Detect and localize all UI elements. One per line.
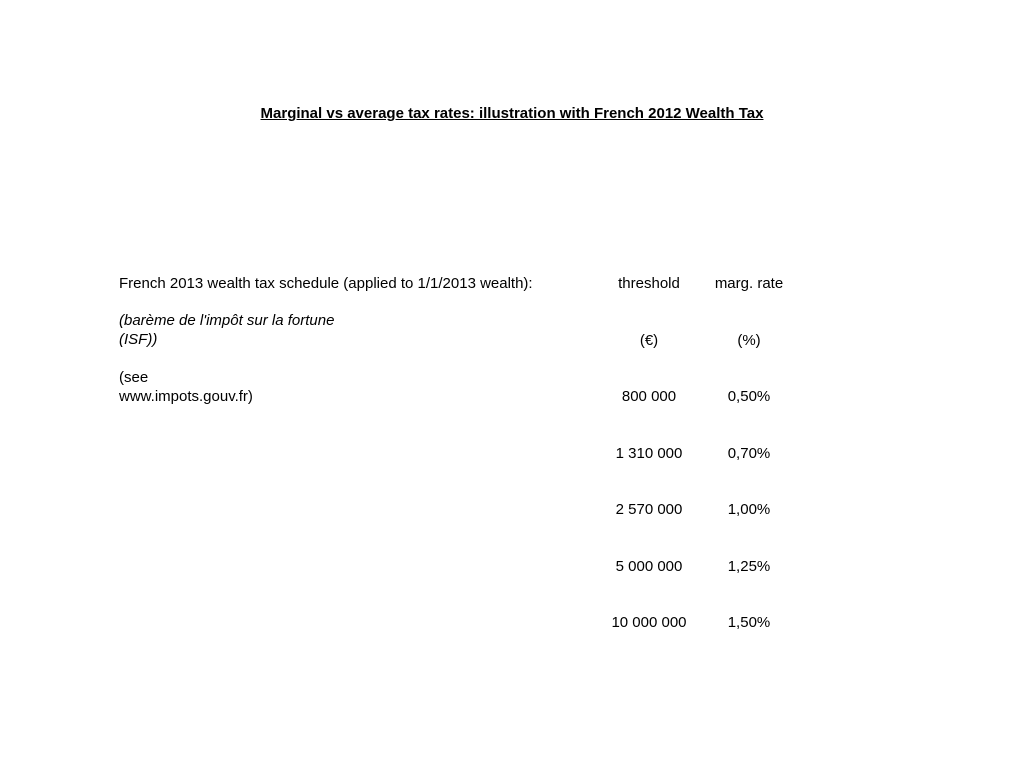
threshold-unit: (€) bbox=[639, 332, 659, 349]
threshold-cell: 2 570 000 bbox=[615, 501, 683, 518]
marginal-rate-cell: 1,25% bbox=[727, 558, 771, 575]
marginal-rate-cell: 1,50% bbox=[727, 614, 771, 631]
schedule-label: French 2013 wealth tax schedule (applied to 1/1/2013 wealth): bbox=[119, 275, 533, 292]
marginal-rate-header: marg. rate bbox=[714, 275, 784, 292]
threshold-header: threshold bbox=[618, 275, 680, 292]
marginal-rate-cell: 1,00% bbox=[727, 501, 771, 518]
threshold-cell: 800 000 bbox=[621, 388, 677, 405]
bareme-label-line1: (barème de l'impôt sur la fortune bbox=[119, 312, 335, 329]
page-title: Marginal vs average tax rates: illustration with French 2012 Wealth Tax bbox=[260, 105, 764, 122]
bareme-label-line2: (ISF)) bbox=[119, 331, 158, 348]
marginal-rate-unit: (%) bbox=[737, 332, 761, 349]
threshold-cell: 10 000 000 bbox=[611, 614, 687, 631]
see-label-line1: (see bbox=[119, 369, 149, 386]
threshold-cell: 5 000 000 bbox=[615, 558, 683, 575]
marginal-rate-cell: 0,70% bbox=[727, 445, 771, 462]
see-label-line2: www.impots.gouv.fr) bbox=[119, 388, 253, 405]
marginal-rate-cell: 0,50% bbox=[727, 388, 771, 405]
threshold-cell: 1 310 000 bbox=[615, 445, 683, 462]
